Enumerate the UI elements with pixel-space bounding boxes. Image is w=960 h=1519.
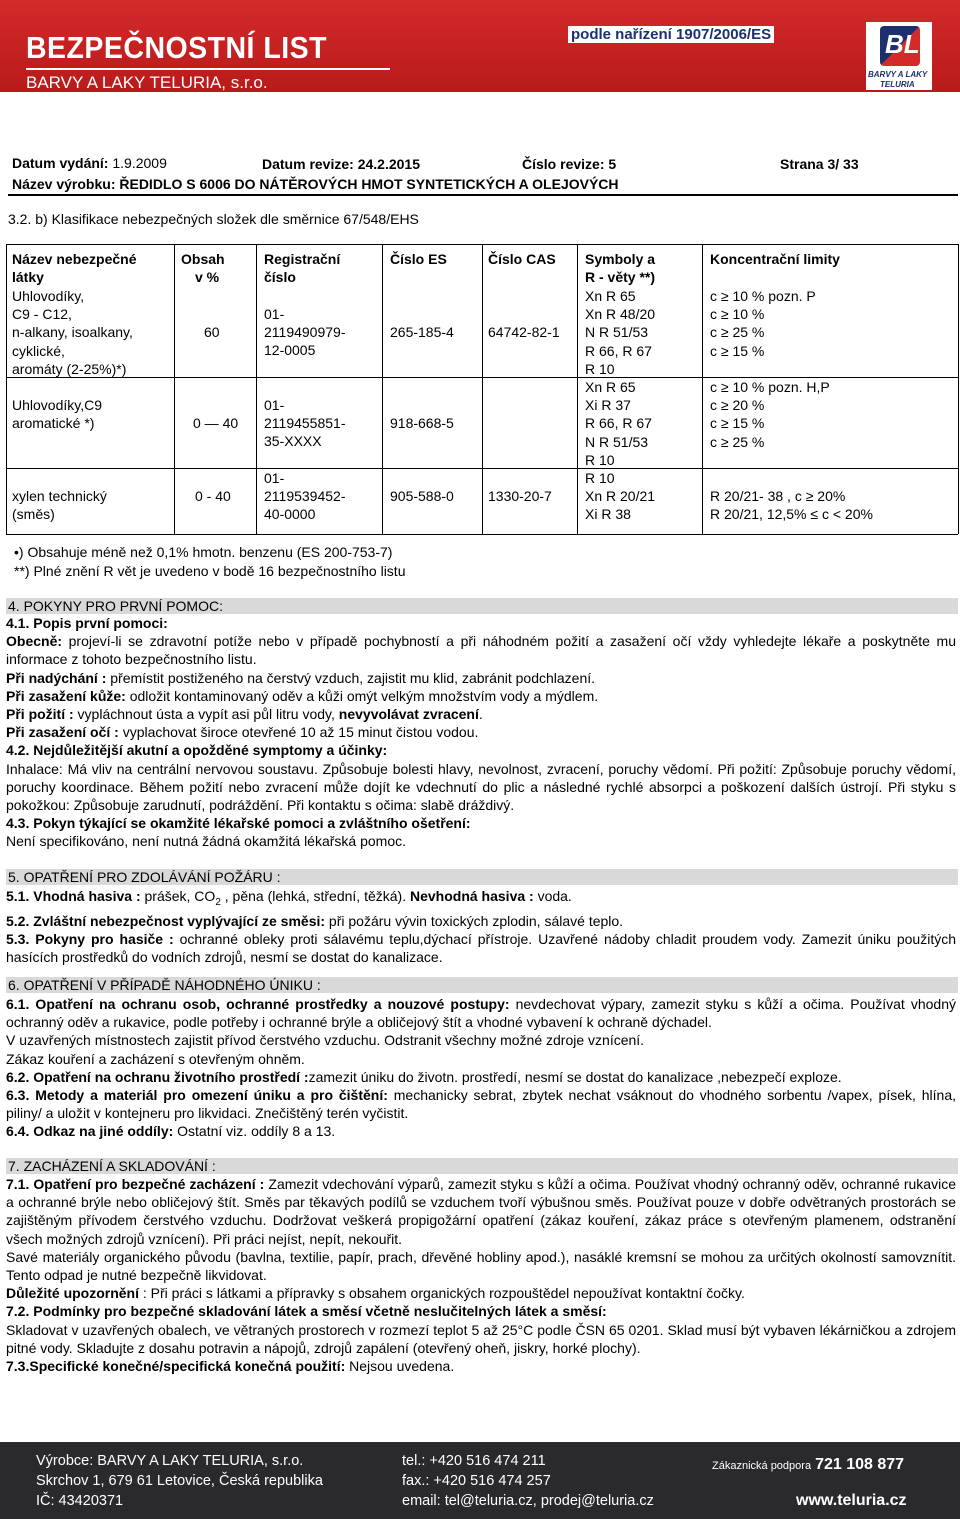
table-row-1-content: 60 (204, 324, 220, 340)
table-row-1-cas: 64742-82-1 (488, 324, 560, 340)
product-info: Název výrobku: ŘEDIDLO S 6006 DO NÁTĚROVÝCH HMOT SYNTETICKÝCH A OLEJOVÝCH (12, 176, 619, 192)
section-6-title: 6. OPATŘENÍ V PŘÍPADĚ NÁHODNÉHO ÚNIKU : (6, 977, 958, 993)
revision-number-info: Číslo revize: 5 (522, 156, 617, 172)
th-name: Název nebezpečné látky (12, 251, 137, 286)
title-underline (26, 68, 390, 70)
table-col-divider (382, 244, 383, 534)
table-row-2-content: 0 — 40 (193, 415, 239, 431)
footer-address: Skrchov 1, 679 61 Letovice, Česká republika (36, 1473, 323, 1489)
th-content: Obsah v % (181, 251, 225, 286)
header-rule (8, 194, 958, 196)
issue-info: Datum vydání: 1.9.2009 (12, 155, 167, 171)
header-banner (0, 0, 960, 92)
page-footer (0, 1442, 960, 1519)
section-7-title: 7. ZACHÁZENÍ A SKLADOVÁNÍ : (6, 1158, 958, 1174)
logo-mark-icon: BL (880, 26, 920, 66)
table-row-3-es: 905-588-0 (390, 488, 454, 504)
footer-ic: IČ: 43420371 (36, 1493, 124, 1509)
table-row-3-symbols: R 10 Xn R 20/21 Xi R 38 (585, 470, 656, 523)
table-note-2: **) Plné znění R vět je uvedeno v bodě 16 bezpečnostního listu (14, 563, 406, 579)
section-heading-3-2: 3.2. b) Klasifikace nebezpečných složek dle směrnice 67/548/EHS (8, 211, 419, 227)
section-5-body: 5.1. Vhodná hasiva : prášek, $CO_2$ , pěna (lehká, střední, těžká). Nevhodná hasiva : voda. 5.2. Zvláštní nebezpečnost vyplývající ze směsi: při požáru vývin toxických zplodin, sálavé teplo. 5.3. Pokyny pro hasiče : ochranné obleky proti sálavému teplu,dýchací přístroje. Uzavřené nádoby chladit proudem vody. Zamezit úniku použitých hasících prostředků do vodních zdrojů, nesmí se dostat do kanalizace. (6, 888, 957, 966)
logo-line1: BARVY A LAKY (868, 70, 928, 79)
company-logo (866, 22, 932, 90)
section-6-body: 6.1. Opatření na ochranu osob, ochranné prostředky a nouzové postupy: nevdechovat výpary, zamezit styku s kůží a očima. Používat vhodný ochranný oděv a rukavice, podle potřeby i ochranné brýle a obličejový štít a vhodné vybavení k ochraně dýchadel. V uzavřených místnostech zajistit přívod čerstvého vzduchu. Odstranit všechny možné zdroje vznícení. Zákaz kouření a zacházení s otevřeným ohněm. 6.2. Opatření na ochranu životního prostředí :zamezit úniku do životn. prostředí, nesmí se dostat do kanalizace ,nebezpečí exploze. 6.3. Metody a materiál pro omezení úniku a pro čištění: mechanicky sebrat, zbytek nechat vsáknout do vhodného sorbentu /vapex, písek, hlína, piliny/ a uložit v kontejneru pro likvidaci. Znečištěný terén vyčistit. 6.4. Odkaz na jiné oddíly: Ostatní viz. oddíly 8 a 13. (6, 996, 957, 1140)
table-border-bottom (6, 534, 958, 535)
table-row-1-limits: c ≥ 10 % pozn. P c ≥ 10 % c ≥ 25 % c ≥ 15 % (710, 288, 816, 359)
table-col-divider (482, 244, 483, 534)
table-col-divider (577, 244, 578, 534)
document-title: BEZPEČNOSTNÍ LIST (26, 30, 327, 65)
table-row-1-name: Uhlovodíky, C9 - C12, n-alkany, isoalkany, cyklické, aromáty (2-25%)*) (12, 288, 133, 377)
table-col-divider (256, 244, 257, 534)
table-row-3-limits: R 20/21- 38 , c ≥ 20% R 20/21, 12,5% ≤ c < 20% (710, 488, 873, 523)
section-7-body: 7.1. Opatření pro bezpečné zacházení : Zamezit vdechování výparů, zamezit styku s kůží a očima. Používat vhodný ochranný oděv, ochranné rukavice a ochranné brýle nebo obličejový štít. Směs par těkavých podílů se vzduchem tvoří výbušnou směs. Používat pouze v dobře odvětraných prostorách se zajištěným přívodem čerstvého vzduchu. Dodržovat veškerá propigožární opatření (zákaz kouření, zákaz práce s otevřeným plamenem, odstranění všech možných zdrojů vznícení). Při práci nejíst, nepít, nekouřit. Savé materiály organického původu (bavlna, textilie, papír, prach, dřevěné hobliny apod.), nasáklé kremsní se mohou za určitých okolností samovznítit. Tento odpad je nutné bezpečně likvidovat. Důležité upozornění : Při práci s látkami a přípravky s obsahem organických rozpouštědel nepoužívat kontaktní čočky. 7.2. Podmínky pro bezpečné skladování látek a směsí včetně neslučitelných látek a směsí: Skladovat v uzavřených obalech, ve větraných prostorech v rozmezí teplot 5 až 25°C podle ČSN 65 0201. Sklad musí být vybaven lékárničkou a zdrojem pitné vody. Skladujte z dosahu potravin a nápojů, zdrojů zapálení (otevřený oheň, jiskry, horké plochy). 7.3.Specifické konečné/specifická konečná použití: Nejsou uvedena. (6, 1176, 956, 1375)
footer-hotline: Zákaznická podpora 721 108 877 (712, 1456, 905, 1473)
table-col-divider (958, 244, 959, 534)
table-col-divider (174, 244, 175, 534)
table-row-3-cas: 1330-20-7 (488, 488, 552, 504)
footer-email[interactable]: email: tel@teluria.cz, prodej@teluria.cz (402, 1493, 654, 1509)
table-col-divider (702, 244, 703, 534)
revision-date-info: Datum revize: 24.2.2015 (262, 156, 420, 172)
section-4-body: 4.1. Popis první pomoci: Obecně: projeví-li se zdravotní potíže nebo v případě pochybností a při náhodném požití a zasažení očí vždy vyhledejte lékaře a poskytněte mu informace z tohoto bezpečnostního listu. Při nadýchání : přemístit postiženého na čerstvý vzduch, zajistit mu klid, zabránit podchlazení. Při zasažení kůže: odložit kontaminovaný oděv a kůži omýt velkým množstvím vody a mýdlem. Při požití : vypláchnout ústa a vypít asi půl litru vody, nevyvolávat zvracení. Při zasažení očí : vyplachovat široce otevřené 10 až 15 minut čistou vodou. 4.2. Nejdůležitější akutní a opožděné symptomy a účinky: Inhalace: Má vliv na centrální nervovou soustavu. Způsobuje bolesti hlavy, nevolnost, zvracení, poruchy vědomí. Při požití: Způsobuje poruchy vědomí, poruchy koordinace. Během požití nebo zvracení může dojít ke vdechnutí do plic a následné rychlé absorpci a poškození dalších ústrojí. Při styku s pokožkou: Způsobuje zarudnutí, podráždění. Při kontaktu s očima: slabě dráždivý. 4.3. Pokyn týkající se okamžité lékařské pomoci a zvláštního ošetření: Není specifikováno, není nutná žádná okamžitá lékařská pomoc. (6, 615, 956, 850)
table-note-1: •) Obsahuje méně než 0,1% hmotn. benzenu (ES 200-753-7) (14, 544, 393, 560)
section-5-title: 5. OPATŘENÍ PRO ZDOLÁVÁNÍ POŽÁRU : (6, 869, 958, 885)
table-row-1-symbols: Xn R 65 Xn R 48/20 N R 51/53 R 66, R 67 R 10 (585, 288, 656, 377)
th-cas: Číslo CAS (488, 251, 556, 267)
regulation-label: podle nařízení 1907/2006/ES (568, 26, 774, 43)
table-row-1-es: 265-185-4 (390, 324, 454, 340)
th-reg: Registrační číslo (264, 251, 341, 286)
footer-tel: tel.: +420 516 474 211 (402, 1453, 546, 1469)
th-symbols: Symboly a R - věty **) (585, 251, 656, 286)
table-row-3-reg: 01- 2119539452- 40-0000 (264, 470, 346, 523)
table-row-2-limits: c ≥ 10 % pozn. H,P c ≥ 20 % c ≥ 15 % c ≥ 25 % (710, 379, 830, 450)
table-col-divider (6, 244, 7, 534)
company-name: BARVY A LAKY TELURIA, s.r.o. (26, 73, 268, 92)
footer-web[interactable]: www.teluria.cz (796, 1492, 907, 1509)
document-header (0, 0, 960, 152)
table-row-3-content: 0 - 40 (195, 488, 231, 504)
table-row-2-name: Uhlovodíky,C9 aromatické *) (12, 397, 103, 432)
table-row-1-reg: 01- 2119490979- 12-0005 (264, 306, 346, 359)
logo-line2: TELURIA (880, 80, 915, 89)
table-row-2-reg: 01- 2119455851- 35-XXXX (264, 397, 346, 450)
page-number: Strana 3/ 33 (780, 156, 859, 172)
footer-fax: fax.: +420 516 474 257 (402, 1473, 551, 1489)
table-row-2-symbols: Xn R 65 Xi R 37 R 66, R 67 N R 51/53 R 10 (585, 379, 652, 468)
th-es: Číslo ES (390, 251, 447, 267)
table-row-2-es: 918-668-5 (390, 415, 454, 431)
th-limits: Koncentrační limity (710, 251, 840, 267)
section-4-title: 4. POKYNY PRO PRVNÍ POMOC: (6, 598, 958, 614)
table-row-3-name: xylen technický (směs) (12, 488, 107, 523)
footer-producer: Výrobce: BARVY A LAKY TELURIA, s.r.o. (36, 1453, 304, 1469)
